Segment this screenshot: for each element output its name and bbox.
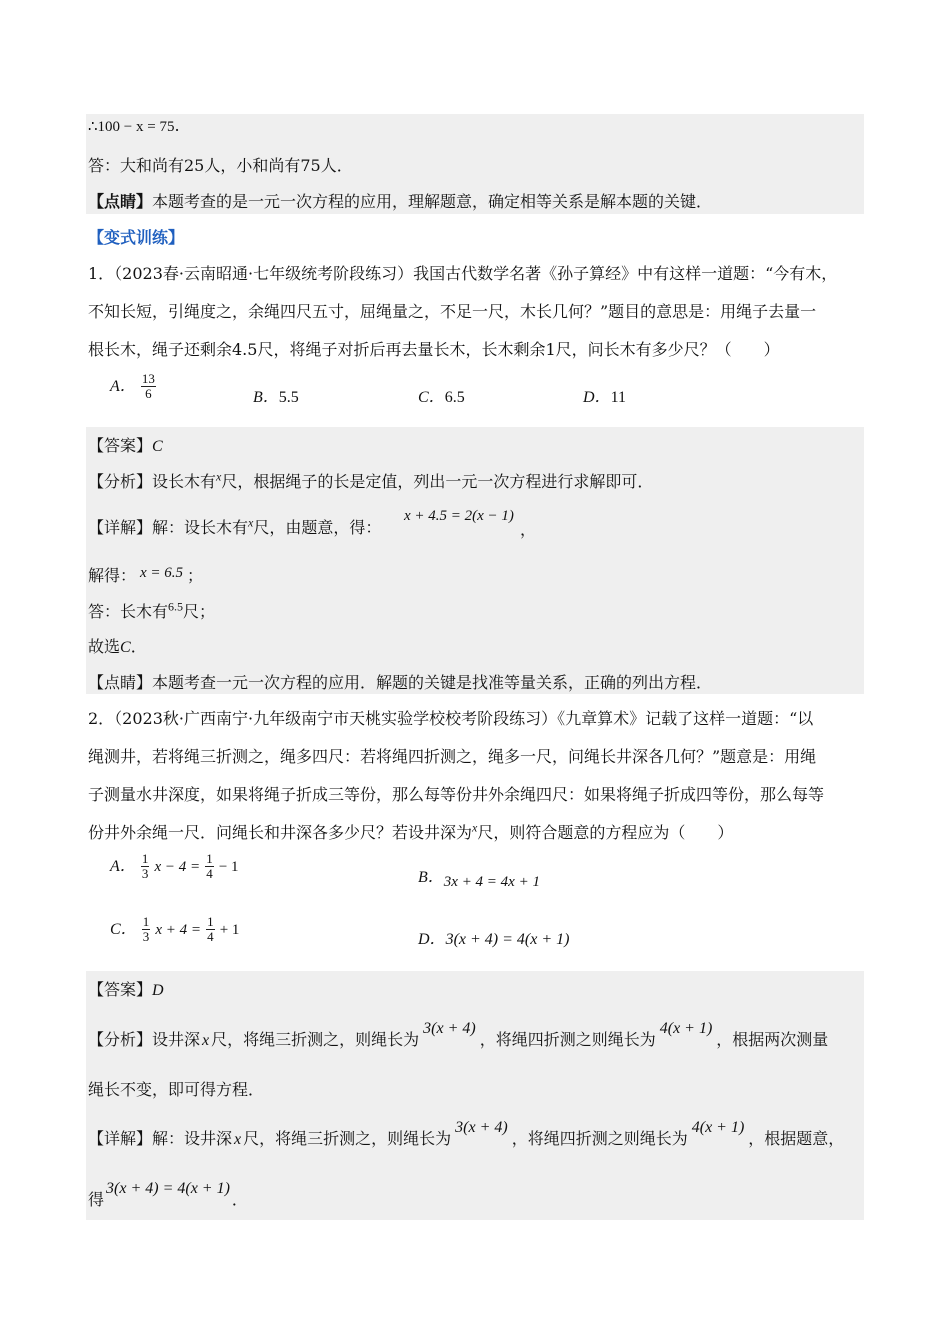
q2-line-4-b: 尺，则符合题意的方程应为（ ） (477, 823, 734, 842)
q2-detail-b: 尺，将绳三折测之，则绳长为 (243, 1129, 452, 1148)
q1-option-a-fraction (141, 372, 156, 401)
q2-option-b[interactable] (418, 868, 540, 891)
q1-detail-equation-line (404, 505, 514, 525)
q2-line-3: 子测量水井深度，如果将绳子折成三等份，那么每等份井外余绳四尺：如果将绳子折成四等份，那么每等 (88, 785, 825, 804)
q2-detail-tag: 【详解】 (88, 1129, 153, 1148)
q1-solve-end: ； (187, 566, 204, 585)
q2-option-c[interactable] (110, 915, 239, 944)
q2-answer-value: D (152, 982, 164, 999)
q1-detail-equation-end: ， (520, 520, 537, 539)
q1-option-a-label: A． (110, 378, 136, 395)
q2-option-c-frac1 (142, 915, 151, 944)
q1-option-d-label: D． (583, 389, 611, 406)
q2-detail2-end: ． (231, 1190, 248, 1209)
q1-option-a-num: 13 (141, 371, 155, 386)
q1-detail-tag: 【详解】 (88, 518, 153, 537)
q2-option-c-frac2-den: 4 (207, 929, 214, 944)
q1-solve-label: 解得： (88, 566, 137, 585)
q2-option-c-frac2 (206, 915, 215, 944)
q1-ans-line (88, 599, 215, 622)
q1-choose-a: 故选 (88, 637, 121, 656)
q1-option-d-value: 11 (610, 389, 626, 406)
q2-detail-var: x (234, 1131, 242, 1148)
q2-detail-d: ，根据题意， (748, 1129, 845, 1148)
q1-analysis-tag: 【分析】 (88, 472, 153, 491)
q2-analysis-tag: 【分析】 (88, 1030, 153, 1049)
top-equation: ∴100 − x = 75 (88, 119, 175, 135)
q2-option-c-end: + 1 (219, 922, 240, 938)
q1-solve-line (88, 563, 203, 586)
q1-choose-line (88, 634, 147, 657)
top-answer-line: 答：大和尚有25人，小和尚有75人． (88, 156, 353, 175)
q1-option-c-value: 6.5 (444, 389, 465, 406)
q2-detail2-a: 得 (88, 1190, 105, 1209)
q1-detail-line (88, 515, 381, 538)
q1-ans-a: 答：长木有 (88, 602, 169, 621)
q2-detail-expr2: 4(x + 1) (691, 1119, 745, 1136)
q2-line-4 (88, 820, 733, 843)
top-equation-line (88, 116, 180, 136)
q1-line-1: 1．（2023春·云南昭通·七年级统考阶段练习）我国古代数学名著《孙子算经》中有这样一道题：“今有木， (88, 264, 838, 283)
q1-option-b-value: 5.5 (278, 389, 299, 406)
q1-shaded-block (86, 427, 864, 694)
q1-line-3: 根长木，绳子还剩余4.5尺，将绳子对折后再去量长木，长木剩余1尺，问长木有多少尺？（ ） (88, 340, 780, 359)
q2-line-4-a: 份井外余绳一尺．问绳长和井深各多少尺？若设井深为 (88, 823, 473, 842)
q1-answer-line (88, 433, 163, 456)
q1-option-d[interactable] (583, 384, 626, 407)
q2-analysis-expr1: 3(x + 4) (423, 1020, 476, 1037)
q1-option-c[interactable] (418, 384, 465, 407)
q2-option-a[interactable] (110, 852, 239, 881)
q2-option-a-frac1-num: 1 (141, 851, 149, 866)
q2-line-1: 2．（2023秋·广西南宁·九年级南宁市天桃实验学校校考阶段练习）《九章算术》记载了这样一道题：“以 (88, 709, 814, 728)
q2-option-a-frac1 (141, 852, 150, 881)
q2-option-d-eq: 3(x + 4) = 4(x + 1) (445, 931, 570, 948)
top-comment-text: 本题考查的是一元一次方程的应用，理解题意，确定相等关系是解本题的关键． (152, 192, 713, 211)
q1-option-b[interactable] (253, 384, 299, 407)
q2-option-a-frac2-num: 1 (206, 851, 213, 866)
q2-analysis-expr2: 4(x + 1) (659, 1020, 713, 1037)
q2-option-a-frac1-den: 3 (141, 866, 149, 881)
q1-detail-equation: x + 4.5 = 2(x − 1) (404, 508, 514, 524)
top-equation-end: . (174, 116, 180, 135)
q1-ans-b: 尺； (183, 602, 216, 621)
q2-option-a-end: − 1 (218, 859, 239, 875)
q2-answer-tag: 【答案】 (88, 980, 153, 999)
q1-comment-line (88, 670, 712, 693)
q2-detail2-eq: 3(x + 4) = 4(x + 1) (106, 1180, 230, 1197)
top-comment-tag: 【点睛】 (88, 192, 153, 211)
q2-option-d-label: D． (418, 931, 446, 948)
q2-option-a-label: A． (110, 858, 136, 875)
q1-choose-value: C (120, 639, 131, 656)
q2-option-a-frac2-den: 4 (206, 866, 213, 881)
q2-detail-line (88, 1119, 845, 1149)
q2-analysis-c: ，将绳四折测之则绳长为 (479, 1030, 656, 1049)
q1-option-b-label: B． (253, 389, 279, 406)
q2-analysis-var: x (202, 1032, 210, 1049)
q2-option-b-label: B． (418, 869, 444, 886)
q2-analysis-b: 尺，将绳三折测之，则绳长为 (211, 1030, 420, 1049)
q2-analysis-line-2: 绳长不变，即可得方程． (88, 1080, 265, 1099)
q1-analysis-line (88, 469, 653, 492)
q2-analysis-d: ，根据两次测量 (716, 1030, 829, 1049)
q2-analysis-line (88, 1020, 829, 1050)
q2-option-c-frac2-num: 1 (207, 914, 214, 929)
q1-solve-equation: x = 6.5 (140, 565, 184, 581)
q2-line-2: 绳测井，若将绳三折测之，绳多四尺：若将绳四折测之，绳多一尺，问绳长井深各几何？”题意是：用绳 (88, 747, 817, 766)
q1-comment-tag: 【点睛】 (88, 673, 153, 692)
q2-option-c-frac1-num: 1 (142, 914, 150, 929)
q2-option-c-label: C． (110, 921, 137, 938)
q2-detail-line-2 (88, 1180, 248, 1210)
q2-option-c-mid: x + 4 = (155, 922, 202, 938)
q2-line-4-var: x (472, 820, 478, 835)
q2-detail-expr1: 3(x + 4) (455, 1119, 508, 1136)
q1-option-c-label: C． (418, 389, 445, 406)
q2-option-d[interactable] (418, 926, 569, 949)
q1-analysis-var: x (216, 469, 222, 484)
q1-choose-end: ． (130, 637, 147, 656)
q1-option-a-den: 6 (145, 386, 152, 401)
q1-detail-var: x (248, 515, 254, 530)
q2-detail-c: ，将绳四折测之则绳长为 (511, 1129, 688, 1148)
q1-analysis-a: 设长木有 (152, 472, 217, 491)
q2-answer-line (88, 977, 164, 1000)
q2-option-a-mid: x − 4 = (154, 859, 201, 875)
q1-analysis-b: 尺，根据绳子的长是定值，列出一元一次方程进行求解即可． (221, 472, 654, 491)
q1-answer-value: C (152, 438, 163, 455)
q1-detail-a: 解：设长木有 (152, 518, 249, 537)
q1-comment-text: 本题考查一元一次方程的应用．解题的关键是找准等量关系，正确的列出方程． (152, 673, 713, 692)
q1-answer-tag: 【答案】 (88, 436, 153, 455)
q2-option-b-eq: 3x + 4 = 4x + 1 (443, 874, 540, 890)
q1-detail-b: 尺，由题意，得： (253, 518, 382, 537)
q1-option-a[interactable] (110, 372, 156, 401)
q1-line-2: 不知长短，引绳度之，余绳四尺五寸，屈绳量之，不足一尺，木长几何？”题目的意思是：用绳子去量一 (88, 302, 817, 321)
q1-ans-value: 6.5 (168, 599, 184, 614)
top-comment-line (88, 189, 712, 212)
q2-option-a-frac2 (205, 852, 214, 881)
q2-option-c-frac1-den: 3 (142, 929, 150, 944)
section-title: 【变式训练】 (88, 228, 185, 247)
q2-analysis-a: 设井深 (152, 1030, 201, 1049)
q2-detail-a: 解：设井深 (152, 1129, 233, 1148)
